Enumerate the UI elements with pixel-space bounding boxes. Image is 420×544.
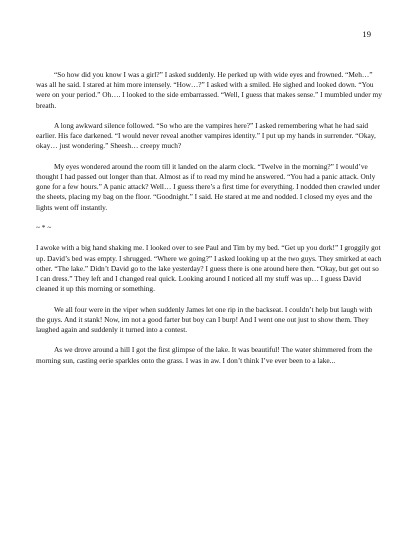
scene-break-divider: ~ * ~: [36, 223, 52, 232]
page-number: 19: [362, 29, 371, 39]
paragraph: “So how did you know I was a girl?” I asked suddenly. He perked up with wide eyes and frowned. “Meh…” was all he said. I stared at him more intensely. “How…?” I asked with a smiled. He sighed and looked down. “You were on your period.” Oh…. I looked to the side embarrassed. “Well, I guess that makes sense.” I mumbled under my breath.: [36, 70, 382, 110]
paragraph: My eyes wondered around the room till it landed on the alarm clock. “Twelve in the morning?” I would’ve thought I had passed out longer than that. Almost as if to read my mind he answered. “You had a panic attack. Only gone for a few hours.” A panic attack? Well… I guess there’s a first time for everything. I nodded then crawled under the sheets, placing my bag on the floor. “Goodnight.” I said. He stared at me and nodded. I closed my eyes and the lights went off instantly.: [36, 161, 381, 212]
body-text: [36, 70, 382, 376]
paragraph: As we drove around a hill I got the first glimpse of the lake. It was beautiful! The water shimmered from the morning sun, casting eerie sparkles onto the grass. I was in aw. I don’t think I’ve ever been to a lake...: [36, 345, 373, 365]
paragraph: A long awkward silence followed. “So who are the vampires here?” I asked remembering what he had said earlier. His face darkened. “I would never reveal another vampires identity.” I put up my hands in surrender. “Okay, okay… just wondering.” Sheesh… creepy much?: [36, 121, 376, 151]
paragraph: I awoke with a big hand shaking me. I looked over to see Paul and Tim by my bed. “Get up you dork!” I groggily got up. David’s bed was empty. I shrugged. “Where we going?” I asked looking up at the two guys. They smirked at each other. “The lake.” Didn’t David go to the lake yesterday? I guess there is one around here then. “Okay, but get out so I can dress.” They left and I changed real quick. Looking around I noticed all my stuff was up… I guess David cleaned it up this morning or something.: [36, 243, 382, 294]
paragraph: We all four were in the viper when suddenly James let one rip in the backseat. I couldn’t help but laugh with the guys. And it stank! Now, im not a good farter but boy can I burp! And I went one out just to show them. They laughed again and suddenly it turned into a contest.: [36, 304, 373, 334]
